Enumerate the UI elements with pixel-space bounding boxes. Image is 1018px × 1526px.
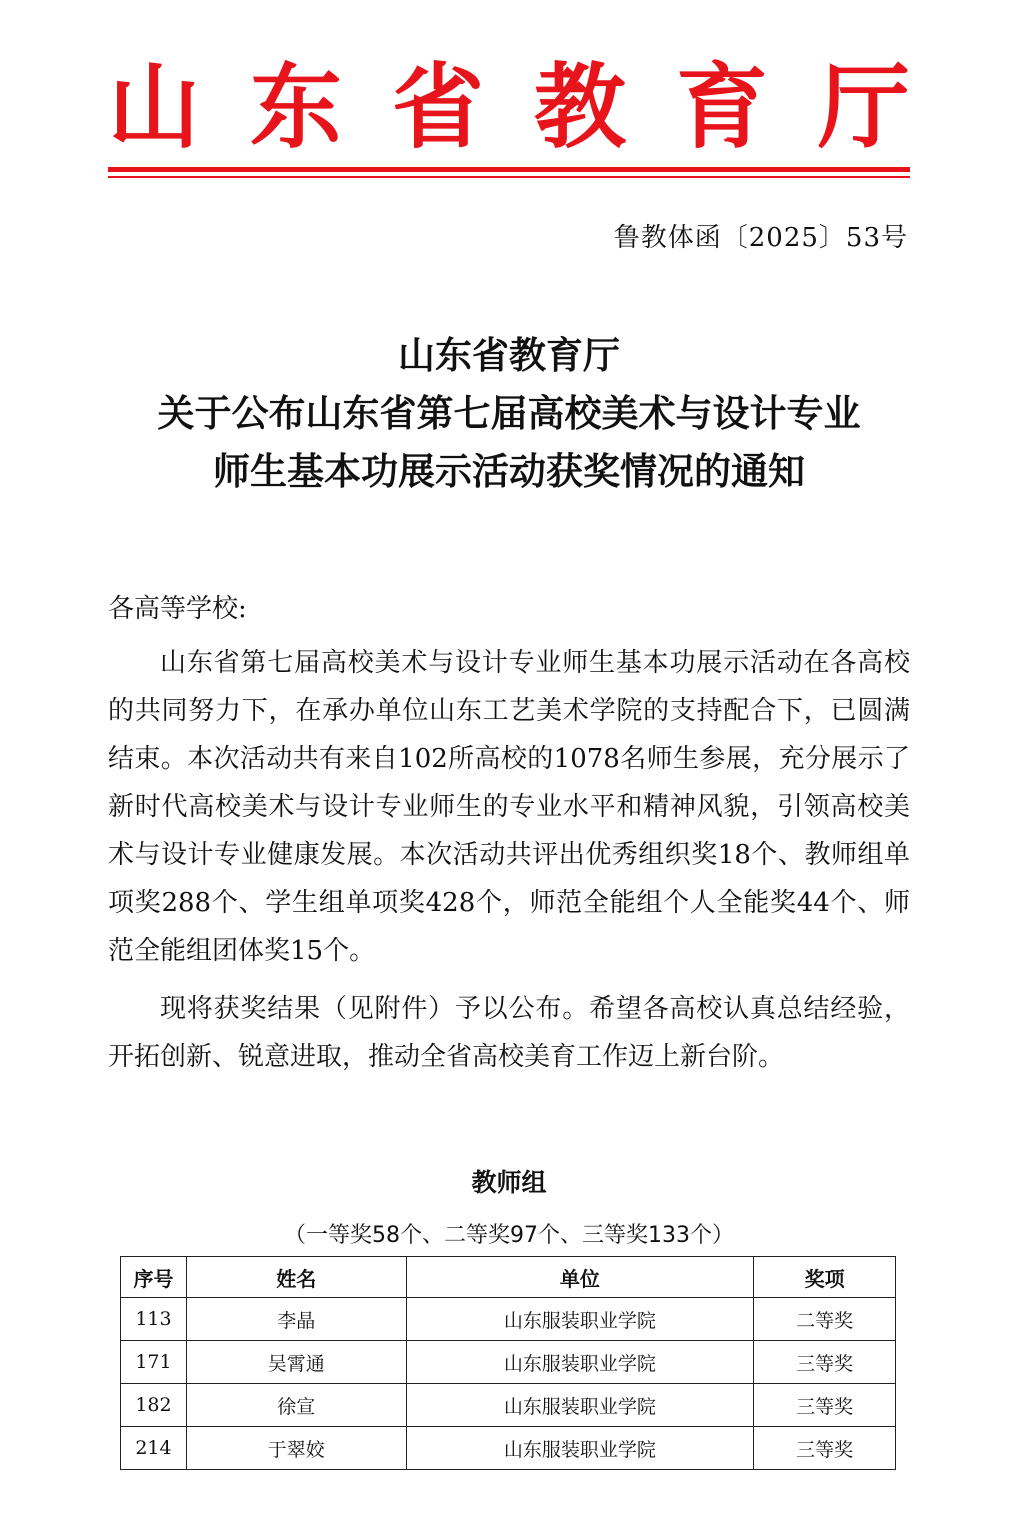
masthead-char: 省 [391, 54, 484, 161]
masthead-char: 厅 [817, 54, 910, 161]
masthead-char: 山 [108, 54, 201, 161]
cell-index: 171 [121, 1341, 187, 1384]
cell-unit: 山东服装职业学院 [406, 1384, 754, 1427]
cell-index: 113 [121, 1298, 187, 1341]
body-paragraph: 现将获奖结果（见附件）予以公布。希望各高校认真总结经验，开拓创新、锐意进取，推动全省高校美育工作迈上新台阶。 [108, 994, 910, 1072]
masthead-char: 东 [249, 54, 342, 161]
table-row [121, 1427, 896, 1470]
cell-index: 214 [121, 1427, 187, 1470]
header-unit: 单位 [406, 1257, 754, 1298]
cell-unit: 山东服装职业学院 [406, 1427, 754, 1470]
table-subtitle: （一等奖58个、二等奖97个、三等奖133个） [284, 1223, 734, 1248]
cell-name: 吴霄通 [186, 1341, 406, 1384]
table-header-row [121, 1257, 896, 1298]
document-body [108, 585, 910, 1081]
cell-index: 182 [121, 1384, 187, 1427]
table-row [121, 1384, 896, 1427]
cell-award: 三等奖 [754, 1384, 896, 1427]
masthead-char: 育 [675, 54, 768, 161]
awards-table [120, 1256, 896, 1470]
cell-award: 二等奖 [754, 1298, 896, 1341]
cell-name: 于翠姣 [186, 1427, 406, 1470]
header-name: 姓名 [186, 1257, 406, 1298]
cell-name: 徐宣 [186, 1384, 406, 1427]
cell-award: 三等奖 [754, 1341, 896, 1384]
table-row [121, 1341, 896, 1384]
cell-unit: 山东服装职业学院 [406, 1298, 754, 1341]
header-award: 奖项 [754, 1257, 896, 1298]
cell-award: 三等奖 [754, 1427, 896, 1470]
title-line: 山东省教育厅 [398, 333, 620, 377]
masthead-rule-thin [108, 176, 910, 178]
cell-unit: 山东服装职业学院 [406, 1341, 754, 1384]
salutation: 各高等学校: [108, 594, 247, 624]
table-row [121, 1298, 896, 1341]
title-line: 关于公布山东省第七届高校美术与设计专业 [157, 391, 861, 435]
body-paragraph: 山东省第七届高校美术与设计专业师生基本功展示活动在各高校的共同努力下，在承办单位山东工艺美术学院的支持配合下，已圆满结束。本次活动共有来自102所高校的1078名师生参展，充分展示了新时代高校美术与设计专业师生的专业水平和精神风貌，引领高校美术与设计专业健康发展。本次活动共评出优秀组织奖18个、教师组单项奖288个、学生组单项奖428个，师范全能组个人全能奖44个、师范全能组团体奖15个。 [108, 648, 910, 966]
header-index: 序号 [121, 1257, 187, 1298]
title-line: 师生基本功展示活动获奖情况的通知 [213, 449, 805, 493]
masthead [108, 54, 910, 161]
document-title [60, 326, 958, 500]
cell-name: 李晶 [186, 1298, 406, 1341]
masthead-char: 教 [533, 54, 626, 161]
document-number: 鲁教体函〔2025〕53号 [613, 223, 908, 253]
masthead-rule-thick [108, 167, 910, 172]
table-title: 教师组 [471, 1168, 547, 1197]
